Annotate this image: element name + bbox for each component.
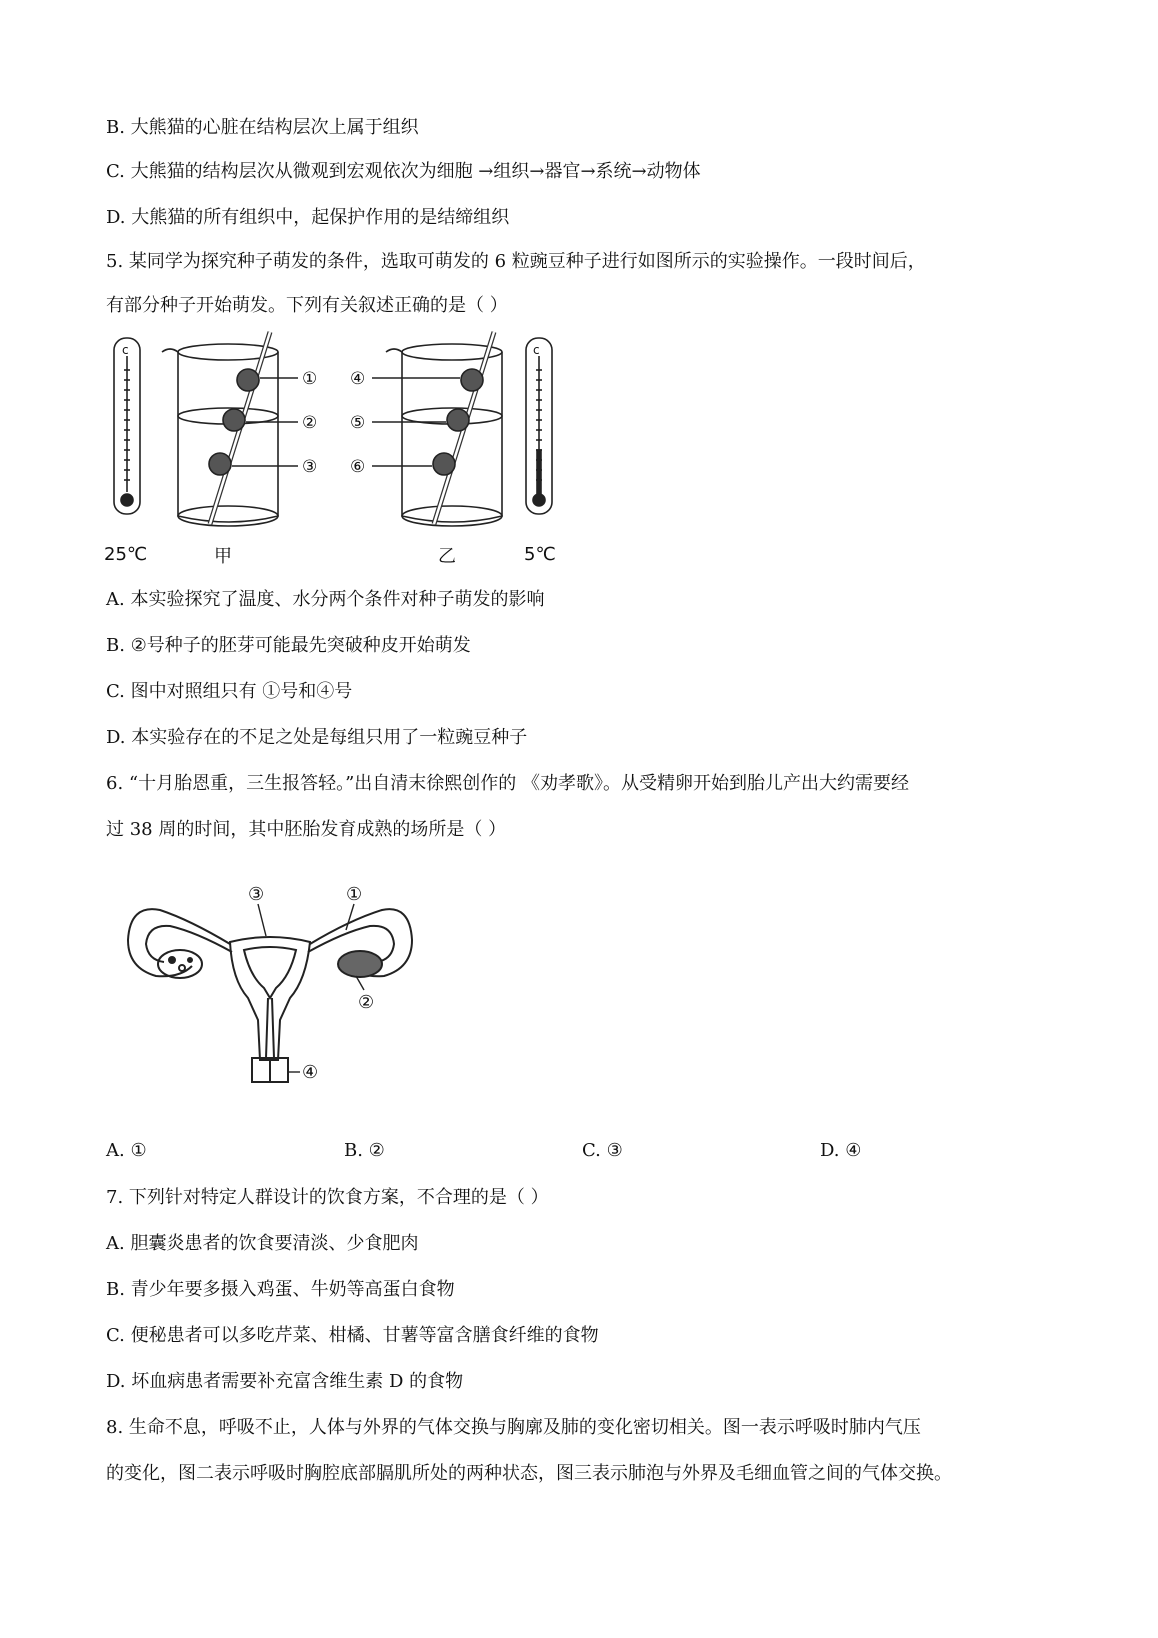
q7-option-a: A. 胆囊炎患者的饮食要清淡、少食肥肉	[106, 1233, 419, 1254]
temp-right-label: 5℃	[524, 544, 556, 565]
q6-option-a: A. ①	[106, 1140, 147, 1161]
seed-label-3: ③	[302, 457, 318, 477]
seed-label-5: ⑤	[350, 413, 366, 433]
temp-left-label: 25℃	[104, 544, 148, 565]
seed-label-2: ②	[302, 413, 318, 433]
organ-label-3: ③	[248, 884, 265, 905]
q8-stem-line2: 的变化，图二表示呼吸时胸腔底部膈肌所处的两种状态，图三表示肺泡与外界及毛细血管之间的气体交换。	[106, 1463, 952, 1484]
q5-stem-line2: 有部分种子开始萌发。下列有关叙述正确的是（ ）	[106, 295, 508, 316]
q6-options	[106, 1140, 946, 1166]
q6-stem-line1: 6. “十月胎恩重，三生报答轻。”出自清末徐熙创作的 《劝孝歌》。从受精卵开始到胎儿产出大约需要经	[106, 773, 910, 794]
q6-option-b: B. ②	[344, 1140, 385, 1161]
thermometer-right-icon	[526, 338, 552, 514]
organ-label-1: ①	[346, 884, 363, 905]
q5-option-a: A. 本实验探究了温度、水分两个条件对种子萌发的影响	[106, 589, 545, 610]
thermometer-right-mark: c	[533, 343, 540, 357]
seed-germination-figure	[100, 330, 620, 570]
q7-option-c: C. 便秘患者可以多吃芹菜、柑橘、甘薯等富含膳食纤维的食物	[106, 1325, 599, 1346]
q6-option-c: C. ③	[582, 1140, 623, 1161]
beaker-left	[162, 332, 298, 526]
q7-option-b: B. 青少年要多摄入鸡蛋、牛奶等高蛋白食物	[106, 1279, 455, 1300]
q5-stem-line1: 5. 某同学为探究种子萌发的条件，选取可萌发的 6 粒豌豆种子进行如图所示的实验操作。一段时间后，	[106, 251, 926, 272]
q5-option-c: C. 图中对照组只有 ①号和④号	[106, 681, 353, 702]
q5-option-d: D. 本实验存在的不足之处是每组只用了一粒豌豆种子	[106, 727, 528, 748]
organ-label-4: ④	[302, 1062, 319, 1083]
beaker-right-label: 乙	[438, 546, 456, 567]
seed-label-6: ⑥	[350, 457, 366, 477]
thermometer-left-mark: c	[122, 343, 129, 357]
q7-stem: 7. 下列针对特定人群设计的饮食方案，不合理的是（ ）	[106, 1187, 549, 1208]
thermometer-left-icon	[114, 338, 140, 514]
q8-stem-line1: 8. 生命不息，呼吸不止，人体与外界的气体交换与胸廓及肺的变化密切相关。图一表示呼吸时肺内气压	[106, 1417, 921, 1438]
seed-label-4: ④	[350, 369, 366, 389]
q6-option-d: D. ④	[820, 1140, 862, 1161]
q4-option-d: D. 大熊猫的所有组织中，起保护作用的是结缔组织	[106, 207, 510, 228]
seed-label-1: ①	[302, 369, 318, 389]
female-reproductive-figure	[120, 880, 430, 1090]
beaker-right	[372, 332, 502, 526]
beaker-left-label: 甲	[214, 546, 232, 567]
q4-option-c: C. 大熊猫的结构层次从微观到宏观依次为细胞 →组织→器官→系统→动物体	[106, 161, 701, 182]
organ-label-2: ②	[358, 992, 375, 1013]
q4-option-b: B. 大熊猫的心脏在结构层次上属于组织	[106, 117, 419, 138]
q6-stem-line2: 过 38 周的时间，其中胚胎发育成熟的场所是（ ）	[106, 819, 507, 840]
q5-option-b: B. ②号种子的胚芽可能最先突破种皮开始萌发	[106, 635, 471, 656]
q7-option-d: D. 坏血病患者需要补充富含维生素 D 的食物	[106, 1371, 464, 1392]
